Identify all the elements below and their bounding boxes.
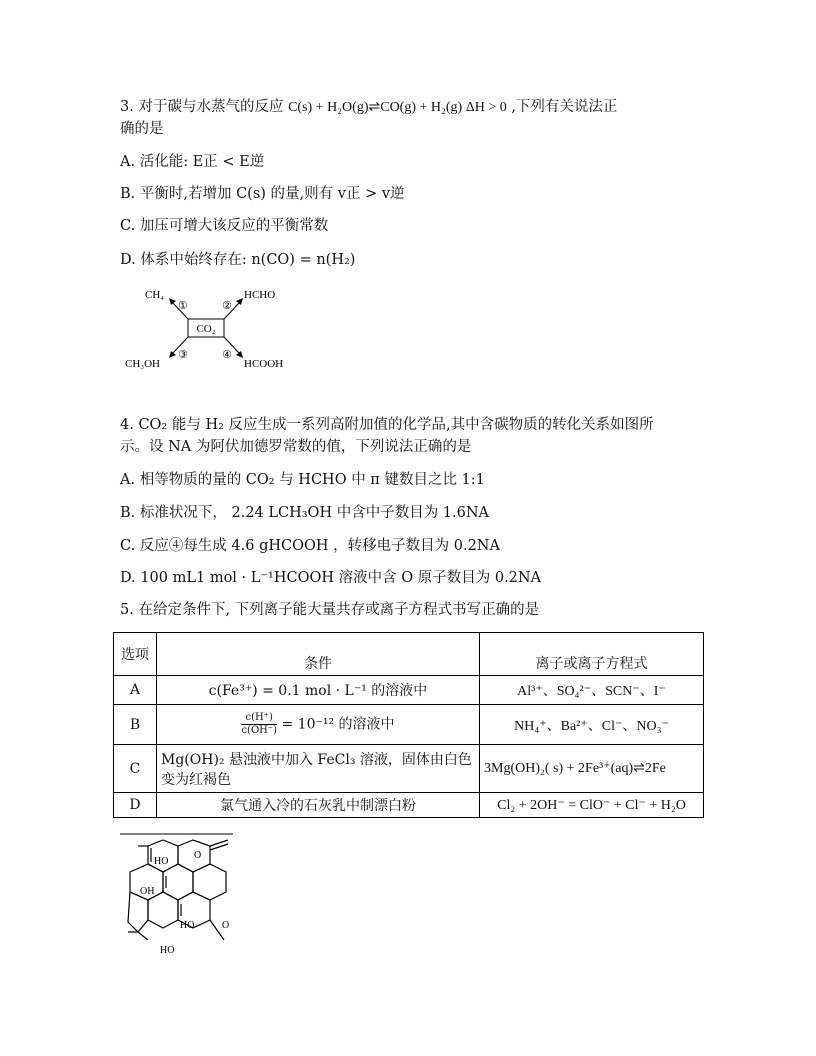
q3-stem-line1: [120, 97, 617, 118]
step-3: ③: [178, 348, 188, 361]
header-option: 选项: [114, 633, 157, 676]
row-c-condition: Mg(OH)₂ 悬浊液中加入 FeCl₃ 溶液，固体由白色变为红褐色: [157, 745, 480, 793]
row-d-option: D: [114, 793, 157, 818]
arrow-3-head: [169, 351, 176, 358]
row-c-ions: 3Mg(OH)₂( s) + 2Fe³⁺(aq)⇌2Fe: [480, 745, 704, 793]
product-hcooh: HCOOH: [244, 358, 284, 370]
header-condition: 条件: [157, 633, 480, 676]
q4-stem-line1: 4. CO₂ 能与 H₂ 反应生成一系列高附加值的化学品,其中含碳物质的转化关系如图所: [120, 417, 654, 433]
label-ho-bottom: HO: [160, 945, 175, 956]
co2-label: CO₂: [196, 323, 216, 335]
arrow-4-head: [236, 351, 243, 358]
q4-option-b: B. 标准状况下， 2.24 LCH₃OH 中含中子数目为 1.6NA: [120, 505, 490, 521]
row-b-condition: [157, 705, 480, 745]
q3-option-b: B. 平衡时,若增加 C(s) 的量,则有 v正 > v逆: [120, 186, 405, 202]
label-ho-top: HO: [154, 856, 169, 867]
q3-stem-suffix: ,下列有关说法正: [506, 99, 618, 115]
product-ch3oh: CH₃OH: [125, 358, 161, 370]
row-a-option: A: [114, 676, 157, 705]
co2-conversion-diagram: [120, 282, 320, 382]
arrow-2-head: [236, 298, 243, 305]
q3-option-c: C. 加压可增大该反应的平衡常数: [120, 218, 329, 234]
label-ho-mid: HO: [180, 920, 195, 931]
q4-option-c: C. 反应④每生成 4.6 gHCOOH ，转移电子数目为 0.2NA: [120, 538, 500, 554]
row-d-ions: Cl₂ + 2OH⁻ = ClO⁻ + Cl⁻ + H₂O: [480, 793, 704, 818]
q5-header-row: [114, 633, 704, 676]
q5-row-b: [114, 705, 704, 745]
arrow-1-head: [169, 298, 176, 305]
q5-table: [113, 632, 704, 818]
label-o-top: O: [194, 850, 202, 861]
row-a-ions: Al³⁺、SO₄²⁻、SCN⁻、I⁻: [480, 676, 704, 705]
header-ions: 离子或离子方程式: [480, 633, 704, 676]
row-b-frac-num: c(H⁺): [241, 712, 277, 725]
row-b-condition-rest: = 10⁻¹² 的溶液中: [277, 716, 395, 733]
label-o-right: O: [222, 920, 230, 931]
q5-row-a: [114, 676, 704, 705]
row-a-condition: c(Fe³⁺) = 0.1 mol · L⁻¹ 的溶液中: [157, 676, 480, 705]
q4-stem-line2: 示。设 NA 为阿伏加德罗常数的值，下列说法正确的是: [120, 439, 472, 455]
row-d-condition: 氯气通入冷的石灰乳中制漂白粉: [157, 793, 480, 818]
step-4: ④: [222, 348, 232, 361]
q3-stem-prefix: 3. 对于碳与水蒸气的反应: [120, 99, 289, 115]
step-2: ②: [222, 299, 232, 312]
product-ch4: CH₄: [145, 289, 165, 301]
row-b-fraction: [241, 712, 277, 737]
label-oh-mid: OH: [140, 886, 155, 897]
q3-option-d: D. 体系中始终存在: n(CO) = n(H₂): [120, 252, 356, 268]
q3-stem-line2: 确的是: [120, 121, 164, 137]
row-c-option: C: [114, 745, 157, 793]
q5-stem: 5. 在给定条件下, 下列离子能大量共存或离子方程式书写正确的是: [120, 602, 540, 618]
step-1: ①: [178, 299, 188, 312]
q5-row-c: [114, 745, 704, 793]
q4-option-d: D. 100 mL1 mol · L⁻¹HCOOH 溶液中含 O 原子数目为 0.2NA: [120, 570, 542, 586]
molecular-structure: [118, 832, 238, 962]
q4-option-a: A. 相等物质的量的 CO₂ 与 HCHO 中 π 键数目之比 1:1: [120, 472, 485, 488]
q3-option-a: A. 活化能: E正 < E逆: [120, 154, 265, 170]
row-b-frac-den: c(OH⁻): [241, 725, 278, 736]
product-hcho: HCHO: [244, 289, 276, 301]
q5-row-d: [114, 793, 704, 818]
q3-equation: C(s) + H₂O(g)⇌CO(g) + H₂(g) ΔH > 0: [288, 100, 507, 115]
row-b-ions: NH₄⁺、Ba²⁺、Cl⁻、NO₃⁻: [480, 705, 704, 745]
row-b-option: B: [114, 705, 157, 745]
